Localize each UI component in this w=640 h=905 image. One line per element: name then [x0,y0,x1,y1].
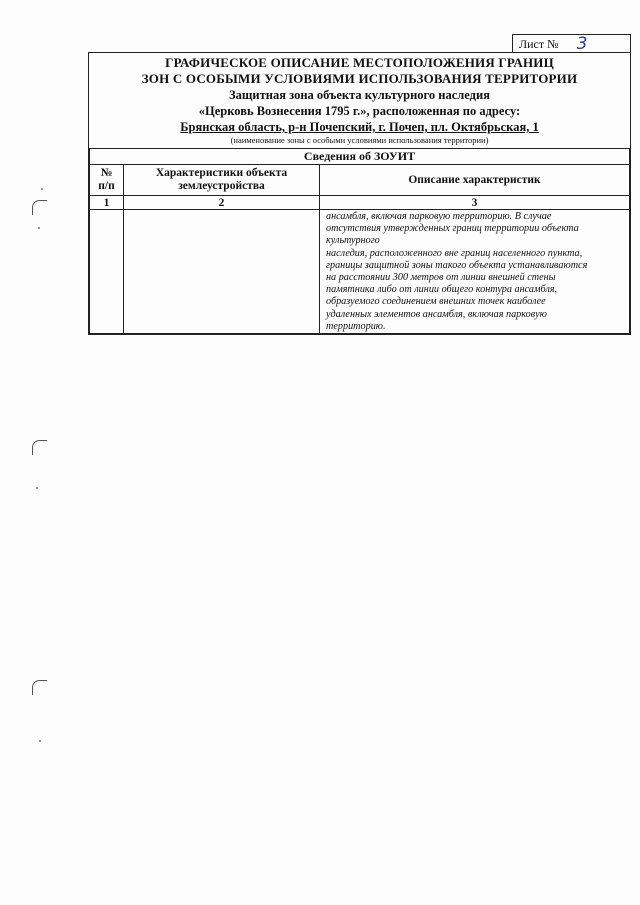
description-text [320,210,629,333]
zouit-table [89,148,630,334]
column-header-number: № п/п [90,165,124,196]
column-number-3: 3 [320,196,630,210]
title-line-1: ГРАФИЧЕСКОЕ ОПИСАНИЕ МЕСТОПОЛОЖЕНИЯ ГРАНИЦ [165,55,554,70]
scan-speck [39,740,41,742]
column-header-description: Описание характеристик [320,165,630,196]
column-number-2: 2 [124,196,320,210]
section-title: Сведения об ЗОУИТ [90,149,630,165]
row-characteristic-cell [124,210,320,334]
scan-speck [41,188,43,190]
document-header [89,53,630,148]
sheet-label: Лист № [519,36,559,51]
sheet-number: 3 [576,33,588,54]
column-number-1: 1 [90,196,124,210]
row-number-cell [90,210,124,334]
zone-name-note: (наименование зоны с особыми условиями использования территории) [230,135,489,145]
binder-hole [32,680,47,695]
column-header-characteristics: Характеристики объекта землеустройства [124,165,320,196]
binder-hole [32,440,47,455]
binder-hole [32,200,47,215]
sheet-number-box [512,34,631,53]
description-line: территорию. [326,320,386,332]
description-line: образуемого соединением внешних точек наиболее [326,296,546,308]
description-line: ансамбля, включая парковую территорию. В случае [326,211,552,222]
description-line: на расстоянии 300 метров от линии внешней стены [326,272,556,284]
object-address: Брянская область, р-н Почепский, г. Почеп, пл. Октябрьская, 1 [180,120,539,134]
description-line: удаленных элементов ансамбля, включая парковую [326,308,547,320]
description-line: памятника либо от линии общего контура ансамбля, [326,284,558,296]
title-line-2: ЗОН С ОСОБЫМИ УСЛОВИЯМИ ИСПОЛЬЗОВАНИЯ ТЕРРИТОРИИ [141,71,578,86]
row-description-cell [320,210,630,334]
scan-speck [36,487,38,489]
zone-name: Защитная зона объекта культурного наследия [229,88,490,102]
description-line: отсутствия утвержденных границ территории объекта [326,223,579,235]
object-line: «Церковь Вознесения 1795 г.», расположенная по адресу: [198,104,521,118]
description-line: границы защитной зоны такого объекта устанавливаются [326,259,588,271]
table-row [90,210,630,334]
document-frame [88,52,631,335]
description-line: наследия, расположенного вне границ населенного пункта, [326,247,583,259]
scan-speck [38,227,40,229]
description-line: культурного [326,235,380,247]
